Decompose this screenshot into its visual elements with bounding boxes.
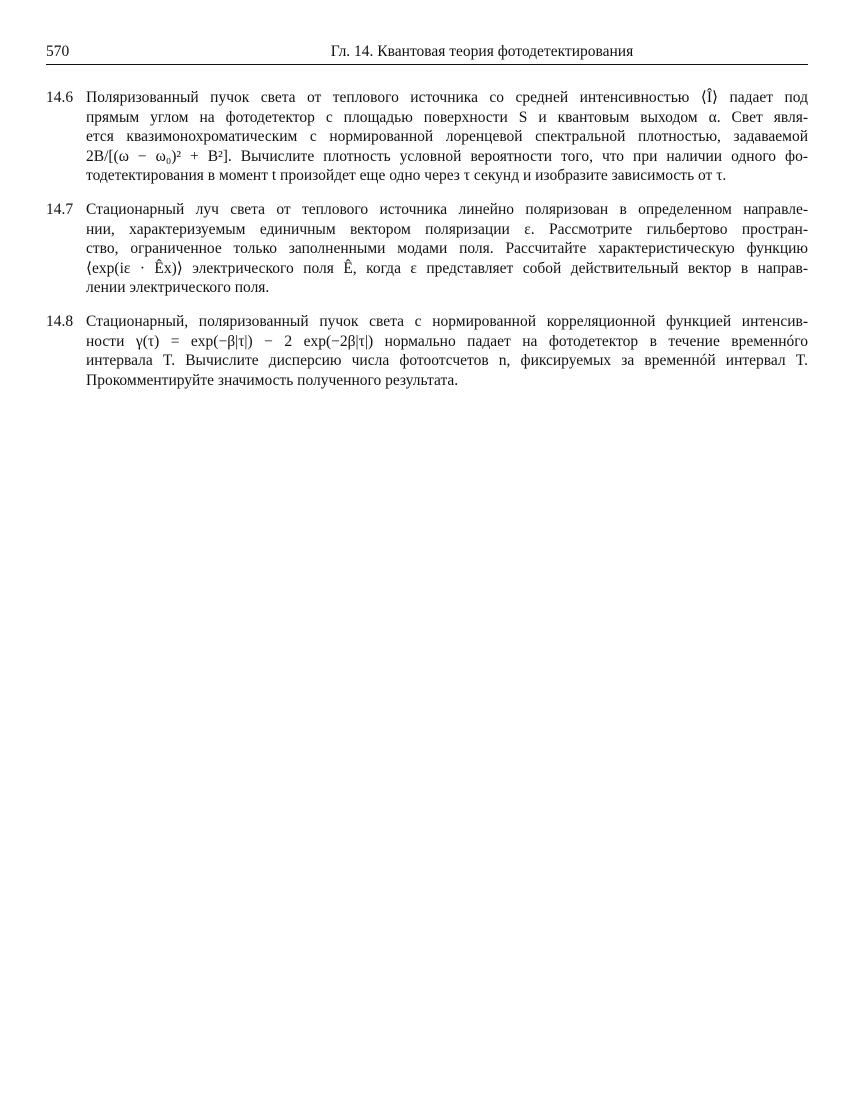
text-line: прямым углом на фотодетектор с площадью поверхности S и квантовым выходом α. Свет явля- <box>86 108 808 126</box>
text-line: ⟨exp(iε · Êx)⟩ электрического поля Ê, когда ε представляет собой действительный вектор в направ- <box>86 259 808 277</box>
problem-number: 14.6 <box>46 89 74 106</box>
problem-number: 14.7 <box>46 200 74 218</box>
running-title: Гл. 14. Квантовая теория фотодетектирования <box>330 43 634 60</box>
text-line: Прокомментируйте значимость полученного результата. <box>86 371 459 389</box>
problem-text <box>86 312 808 390</box>
page-header <box>46 40 808 65</box>
text-line: интервала T. Вычислите дисперсию числа фотоотсчетов n, фиксируемых за временнóй интервал T. <box>86 352 808 370</box>
page-number: 570 <box>46 43 70 60</box>
text-line: Стационарный, поляризованный пучок света с нормированной корреляционной функцией интенсив- <box>86 312 808 330</box>
text-line: ство, ограниченное только заполненными модами поля. Рассчитайте характеристическую функцию <box>86 240 808 258</box>
problem-14-6 <box>46 88 808 186</box>
problem-14-7 <box>46 200 808 298</box>
text-line: 2B/[(ω − ω₀)² + B²]. Вычислите плотность условной вероятности того, что при наличии одного фо- <box>86 147 808 165</box>
problem-number: 14.8 <box>46 312 74 330</box>
text-line: нии, характеризуемым единичным вектором поляризации ε. Рассмотрите гильбертово простран- <box>86 220 808 238</box>
text-line: лении электрического поля. <box>86 279 270 297</box>
text-line: Поляризованный пучок света от теплового источника со средней интенсивностью ⟨Î⟩ падает под <box>86 89 808 106</box>
text-line: ности γ(τ) = exp(−β|τ|) − 2 exp(−2β|τ|) нормально падает на фотодетектор в течение временнóго <box>86 332 808 350</box>
problem-14-8 <box>46 312 808 390</box>
text-line: тодетектирования в момент t произойдет еще одно через τ секунд и изобразите зависимость от τ. <box>86 167 727 185</box>
text-line: ется квазимонохроматическим с нормированной лоренцевой спектральной плотностью, задаваемой <box>86 128 808 146</box>
text-line: Стационарный луч света от теплового источника линейно поляризован в определенном направле- <box>86 200 808 218</box>
problem-text <box>86 88 808 186</box>
problem-text <box>86 200 808 298</box>
problem-list <box>46 88 808 404</box>
